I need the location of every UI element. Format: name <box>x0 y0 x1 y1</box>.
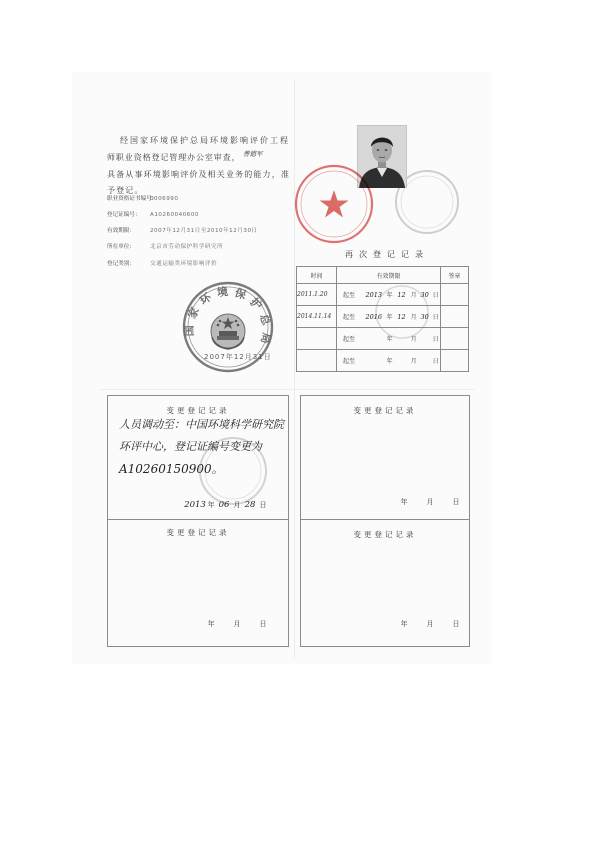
change-note-line-3: A10260150900。 <box>119 462 224 476</box>
day-unit: 日 <box>259 501 267 509</box>
row-time <box>297 328 337 350</box>
issue-date: 2007年12月31日 <box>204 353 272 361</box>
year-unit: 年 <box>400 498 408 506</box>
month-unit: 月 <box>426 620 434 628</box>
year-unit: 年 <box>386 292 393 299</box>
year-unit: 年 <box>386 358 393 365</box>
day-unit: 日 <box>452 498 460 506</box>
change-record-date <box>377 619 461 629</box>
day-value: 30 <box>420 312 429 321</box>
year-unit: 年 <box>207 501 215 509</box>
range-prefix: 起至 <box>343 292 356 299</box>
year-unit: 年 <box>386 314 393 321</box>
page-fold-horizontal <box>100 389 475 390</box>
row-signature <box>441 350 469 372</box>
row-validity <box>337 284 441 306</box>
field-label: 登记类别： <box>107 261 135 267</box>
year-value: 2013 <box>184 500 206 510</box>
divider <box>301 519 469 520</box>
change-records-left-page <box>107 395 289 647</box>
field-value: 交通运输类环境影响评价 <box>150 261 218 267</box>
month-unit: 月 <box>410 358 417 365</box>
header-signature: 签章 <box>441 267 469 284</box>
divider <box>108 519 288 520</box>
range-prefix: 起至 <box>343 314 356 321</box>
intro-line-2: 师职业资格登记管理办公室审查， <box>107 153 241 162</box>
month-value: 12 <box>397 312 406 321</box>
intro-line-4: 予登记。 <box>107 186 144 195</box>
star-icon <box>320 190 349 218</box>
national-emblem-icon <box>211 314 245 349</box>
field-label: 职业资格证书编号： <box>107 196 158 202</box>
change-record-date <box>184 500 268 510</box>
day-unit: 日 <box>259 620 267 628</box>
table-header-row <box>297 267 469 284</box>
change-record-date <box>184 619 268 629</box>
table-row <box>297 284 469 306</box>
day-unit: 日 <box>432 314 439 321</box>
change-record-title: 变更登记记录 <box>166 528 230 537</box>
day-unit: 日 <box>432 292 439 299</box>
row-validity <box>337 328 441 350</box>
range-prefix: 起至 <box>343 336 356 343</box>
field-value: A10260040600 <box>150 212 199 218</box>
year-unit: 年 <box>207 620 215 628</box>
year-unit: 年 <box>386 336 393 343</box>
change-record-title: 变更登记记录 <box>166 406 230 415</box>
month-value: 06 <box>218 500 230 510</box>
field-label: 登记证编号： <box>107 212 141 218</box>
change-record-date <box>377 497 461 507</box>
month-unit: 月 <box>410 336 417 343</box>
table-row <box>297 350 469 372</box>
month-unit: 月 <box>233 501 241 509</box>
intro-line-3: 具备从事环境影响评价及相关业务的能力，准 <box>107 170 290 179</box>
day-value: 30 <box>420 290 429 299</box>
renewal-table <box>296 266 469 372</box>
holder-name: 曹德军 <box>243 150 263 158</box>
red-seal <box>292 162 376 246</box>
field-value: 北京市劳动保护科学研究所 <box>150 244 224 250</box>
header-time: 时间 <box>297 267 337 284</box>
day-unit: 日 <box>452 620 460 628</box>
field-label: 所在单位： <box>107 244 135 250</box>
row-time: 2014.11.14 <box>297 306 337 328</box>
row-time: 2011.1.20 <box>297 284 337 306</box>
row-signature <box>441 306 469 328</box>
month-unit: 月 <box>426 498 434 506</box>
change-record-title: 变更登记记录 <box>353 530 417 539</box>
month-unit: 月 <box>410 292 417 299</box>
day-unit: 日 <box>432 336 439 343</box>
day-unit: 日 <box>432 358 439 365</box>
field-label: 有效期限： <box>107 228 135 234</box>
field-value: 2007年12月31日至2010年12月30日 <box>150 228 258 234</box>
year-value: 2016 <box>365 312 382 321</box>
seal-lettering: 国家环境保护总局 <box>182 285 274 345</box>
month-unit: 月 <box>233 620 241 628</box>
table-row <box>297 306 469 328</box>
month-unit: 月 <box>410 314 417 321</box>
row-time <box>297 350 337 372</box>
row-signature <box>441 328 469 350</box>
row-signature <box>441 284 469 306</box>
header-validity: 有效期限 <box>337 267 441 284</box>
year-unit: 年 <box>400 620 408 628</box>
renewal-title: 再次登记记录 <box>345 250 429 259</box>
change-note-line-1: 人员调动至：中国环境科学研究院 <box>119 418 284 431</box>
month-value: 12 <box>397 290 406 299</box>
range-prefix: 起至 <box>343 358 356 365</box>
table-row <box>297 328 469 350</box>
change-record-title: 变更登记记录 <box>353 406 417 415</box>
year-value: 2013 <box>365 290 382 299</box>
day-value: 28 <box>244 500 256 510</box>
change-note-line-2: 环评中心，登记证编号变更为 <box>119 440 262 453</box>
field-value: 0006990 <box>150 196 179 202</box>
row-validity <box>337 350 441 372</box>
row-validity <box>337 306 441 328</box>
change-records-right-page <box>300 395 470 647</box>
intro-line-1: 经国家环境保护总局环境影响评价工程 <box>120 136 290 145</box>
